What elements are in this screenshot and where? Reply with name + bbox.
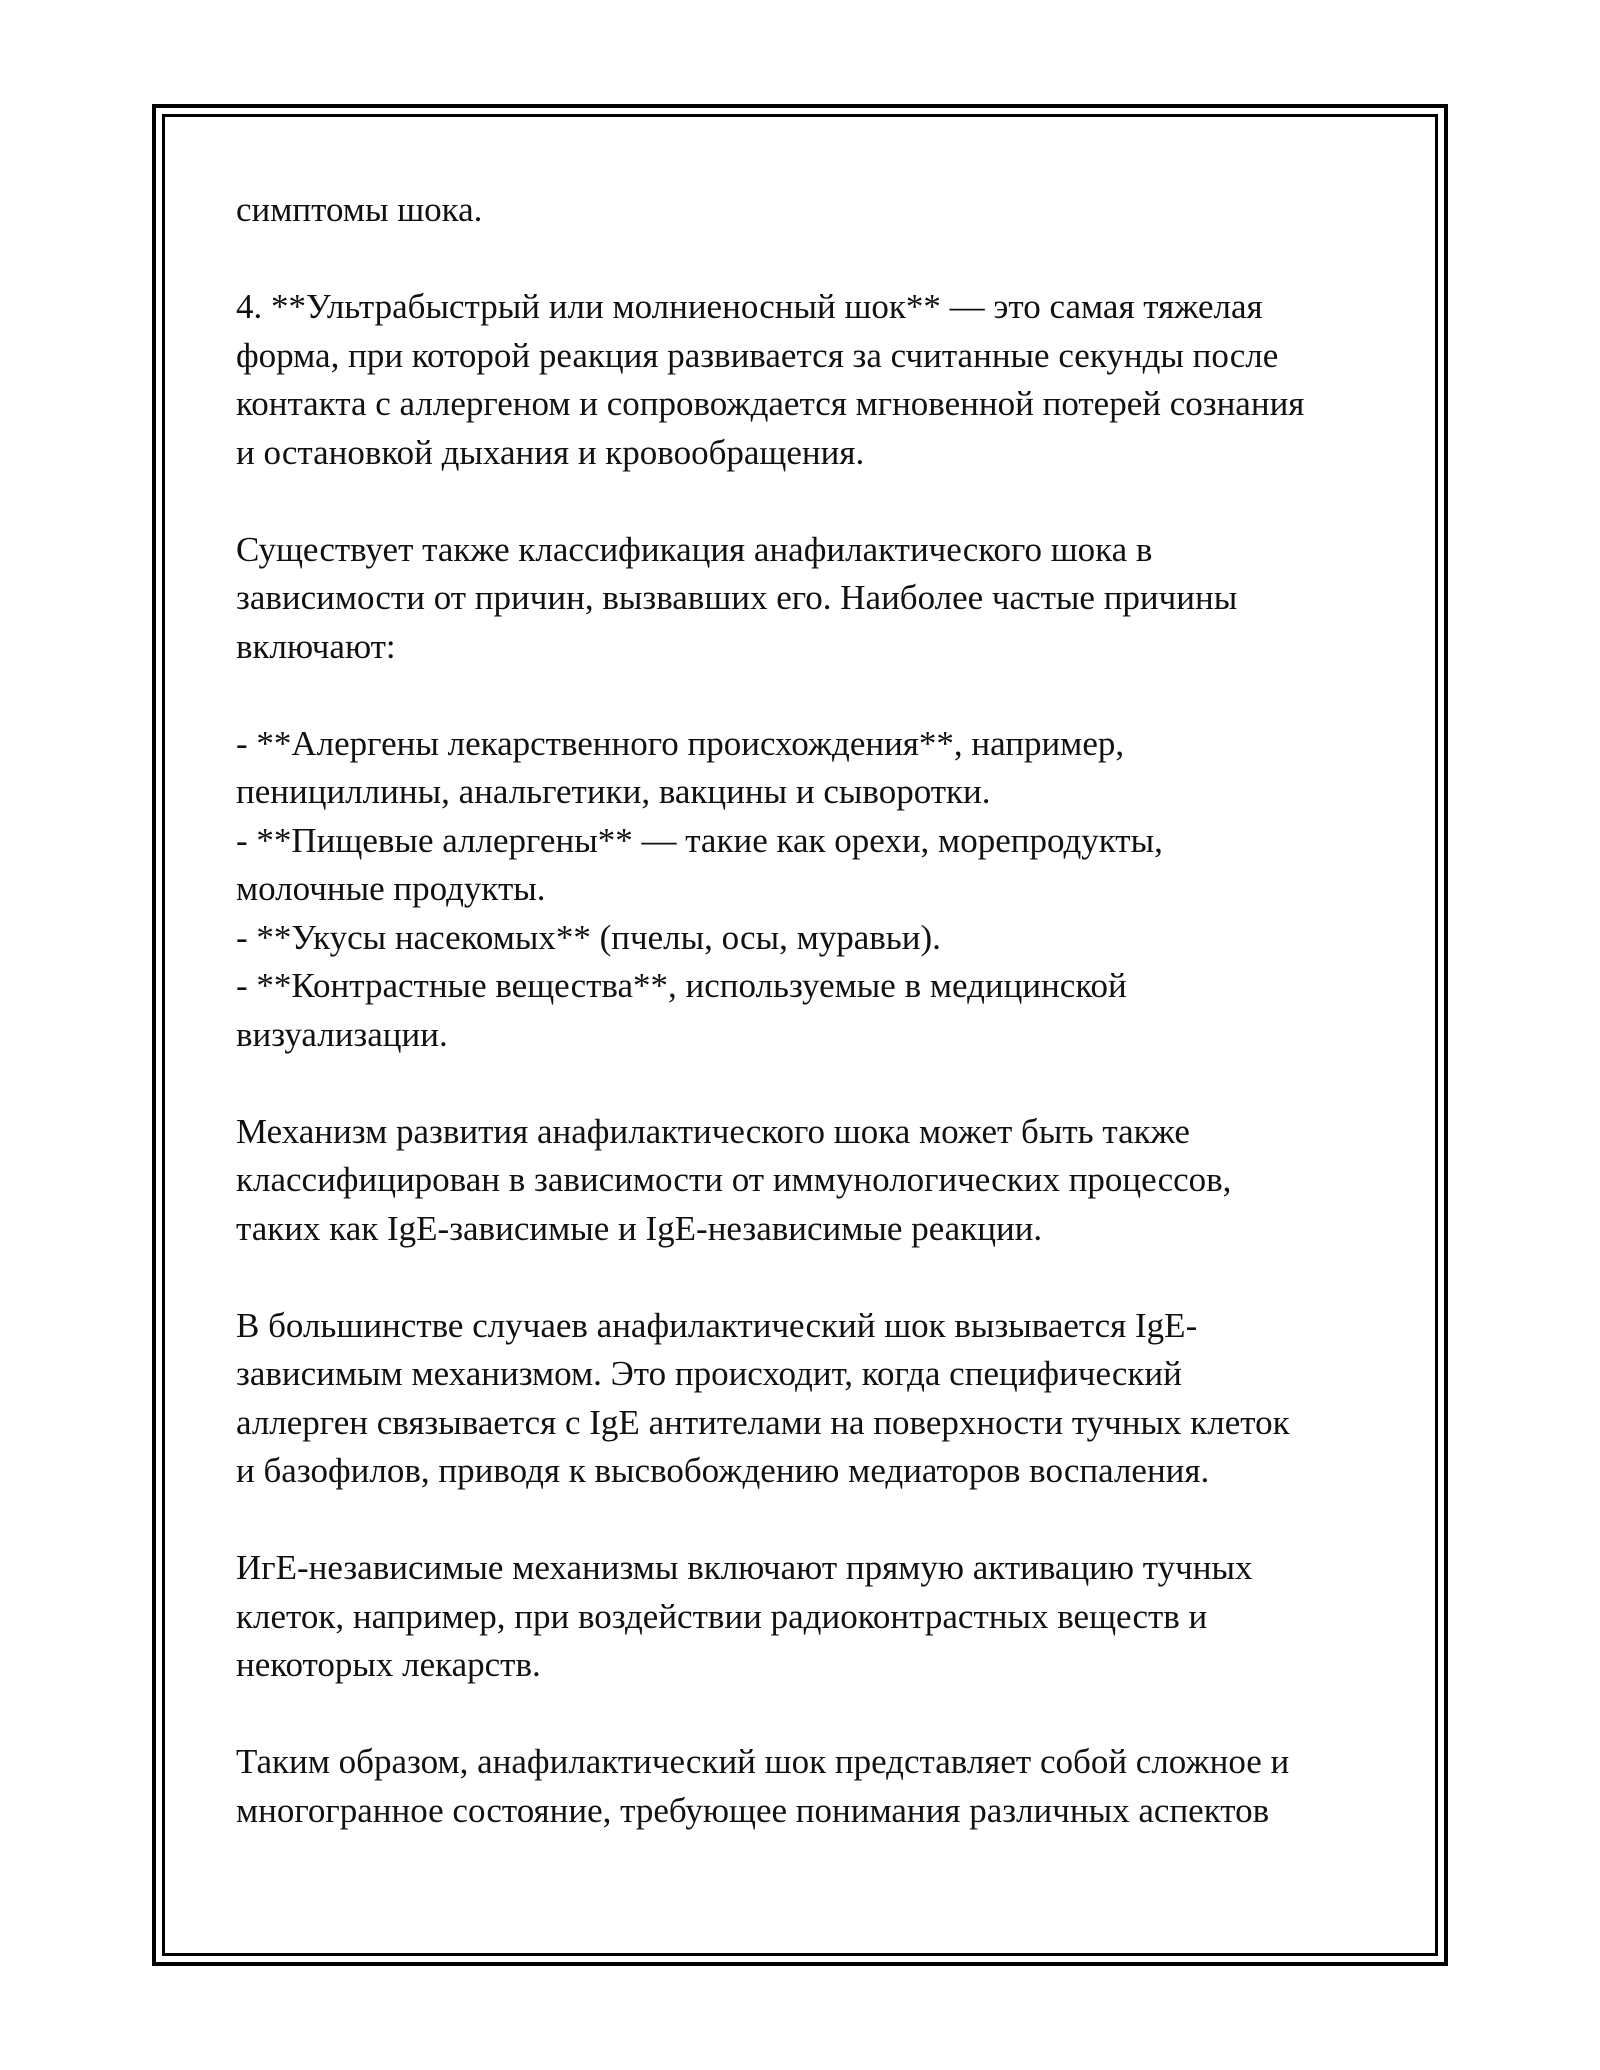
paragraph-classification-by-cause (236, 526, 1376, 672)
paragraph-conclusion (236, 1738, 1376, 1835)
text-line: Механизм развития анафилактического шока может быть также (236, 1111, 1190, 1151)
text-line: Таким образом, анафилактический шок представляет собой сложное и (236, 1742, 1290, 1781)
text-line: зависимым механизмом. Это происходит, когда специфический (236, 1354, 1182, 1393)
paragraph-continuation (236, 186, 1376, 235)
text-line: пенициллины, анальгетики, вакцины и сыворотки. (236, 772, 991, 811)
paragraph-mechanism (236, 1108, 1376, 1254)
text-line: контакта с аллергеном и сопровождается мгновенной потерей сознания (236, 384, 1305, 423)
text-line: и базофилов, приводя к высвобождению медиаторов воспаления. (236, 1451, 1210, 1490)
list-item: - **Укусы насекомых** (пчелы, осы, муравьи). (236, 917, 941, 957)
text-line: и остановкой дыхания и кровообращения. (236, 432, 865, 472)
list-item: - **Пищевые аллергены** — такие как орехи, морепродукты, (236, 820, 1163, 860)
text-line: таких как IgE-зависимые и IgE-независимые реакции. (236, 1208, 1043, 1248)
paragraph-ultrafast-shock (236, 283, 1376, 477)
text-line: аллерген связывается с IgE антителами на поверхности тучных клеток (236, 1402, 1290, 1442)
paragraph-ige-independent (236, 1544, 1376, 1690)
list-causes (236, 720, 1376, 1060)
text-line: классифицирован в зависимости от иммунологических процессов, (236, 1160, 1232, 1199)
text-line: 4. **Ультрабыстрый или молниеносный шок** — это самая тяжелая (236, 287, 1263, 326)
text-line: Существует также классификация анафилактического шока в (236, 529, 1153, 569)
document-body (236, 186, 1376, 1884)
paragraph-ige-dependent (236, 1302, 1376, 1496)
text-line: некоторых лекарств. (236, 1645, 541, 1684)
text-line: клеток, например, при воздействии радиоконтрастных веществ и (236, 1596, 1208, 1636)
text-line: ИгЕ-независимые механизмы включают прямую активацию тучных (236, 1548, 1253, 1587)
text-line: симптомы шока. (236, 190, 483, 229)
text-line: форма, при которой реакция развивается за считанные секунды после (236, 335, 1279, 375)
list-item: - **Контрастные вещества**, используемые в медицинской (236, 966, 1127, 1005)
text-line: молочные продукты. (236, 869, 546, 908)
text-line: включают: (236, 626, 396, 666)
list-item: - **Алергены лекарственного происхождения**, например, (236, 723, 1125, 763)
text-line: многогранное состояние, требующее понимания различных аспектов (236, 1790, 1270, 1830)
text-line: В большинстве случаев анафилактический шок вызывается IgE- (236, 1305, 1198, 1345)
text-line: зависимости от причин, вызвавших его. Наиболее частые причины (236, 578, 1238, 617)
text-line: визуализации. (236, 1014, 448, 1054)
